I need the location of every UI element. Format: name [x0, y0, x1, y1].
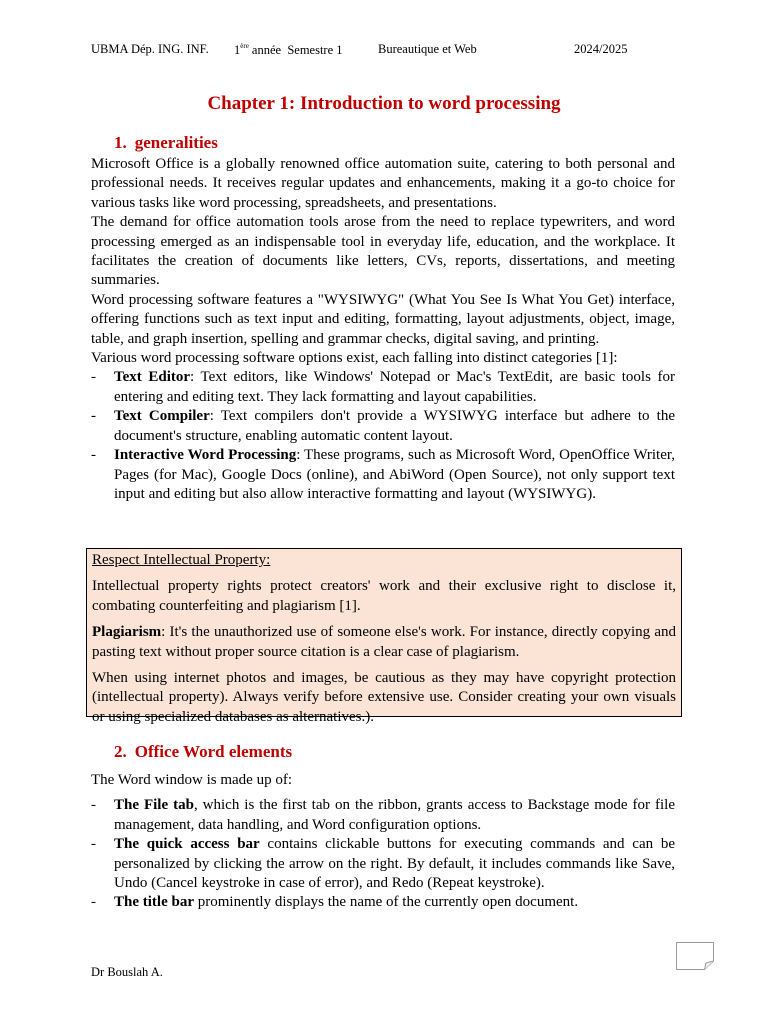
- intellectual-property-note: [86, 548, 682, 725]
- list-item-term: Text Editor: [114, 369, 191, 386]
- header-year-rest: année Semestre 1: [248, 43, 343, 57]
- list-item-term: The File tab: [114, 797, 194, 814]
- word-elements-list: [91, 796, 675, 912]
- section-heading-generalities: [114, 133, 218, 153]
- list-item-text: : These programs, such as Microsoft Word, OpenOffice Writer, Pages (for Mac), Google Docs (online), and AbiWord (Open Source), not only support text input and editing but also allow interactive formatting and layout (WYSIWYG).: [114, 447, 676, 502]
- list-item: [91, 407, 675, 446]
- list-item: [91, 368, 675, 407]
- note-paragraph: Intellectual property rights protect creators' work and their exclusive right to disclose it, combating counterfeiting and plagiarism [1].: [92, 578, 676, 614]
- page-header: [91, 42, 691, 60]
- section-heading-word-elements: [114, 742, 292, 762]
- list-item-term: The title bar: [114, 894, 194, 911]
- bullet-dash: -: [91, 408, 96, 425]
- paragraph: Various word processing software options exist, each falling into distinct categories [1]:: [91, 350, 618, 367]
- list-item-text: prominently displays the name of the currently open document.: [194, 894, 579, 911]
- section-generalities-body: [91, 155, 675, 504]
- header-institution: UBMA Dép. ING. INF.: [91, 42, 209, 56]
- list-item-term: Interactive Word Processing: [114, 447, 297, 464]
- header-year-semester: [234, 42, 343, 58]
- list-item-text: : Text editors, like Windows' Notepad or Mac's TextEdit, are basic tools for entering and editing text. They lack formatting and layout capabilities.: [114, 369, 676, 405]
- header-course: Bureautique et Web: [378, 42, 477, 56]
- list-item: [91, 835, 675, 893]
- section-intro: The Word window is made up of:: [91, 772, 292, 788]
- plagiarism-text: : It's the unauthorized use of someone else's work. For instance, directly copying and pasting text without proper source citation is a clear case of plagiarism.: [92, 624, 676, 660]
- section-title: Office Word elements: [134, 742, 293, 761]
- list-item-term: The quick access bar: [114, 836, 260, 853]
- bullet-dash: -: [91, 447, 96, 464]
- paragraph: The demand for office automation tools arose from the need to replace typewriters, and word processing emerged as an indispensable tool in everyday life, education, and the workplace. It facilitates the creation of documents like letters, CVs, reports, dissertations, and meeting summaries.: [91, 214, 675, 289]
- section-number: 2.: [114, 742, 127, 761]
- bullet-dash: -: [91, 797, 96, 814]
- list-item-text: contains clickable buttons for executing commands and can be personalized by clicking the arrow on the right. By default, it includes commands like Save, Undo (Cancel keystroke in case of error), and Redo (Repeat keystroke).: [114, 836, 675, 892]
- chapter-title: Chapter 1: Introduction to word processing: [207, 93, 561, 114]
- software-categories-list: [91, 368, 675, 504]
- section-number: 1.: [114, 133, 127, 152]
- note-paragraph-plagiarism: [92, 623, 676, 662]
- list-item: [91, 796, 675, 835]
- note-paragraph: When using internet photos and images, be cautious as they may have copyright protection (intellectual property). Always verify before extensive use. Consider creating your own visuals or using specialized databases as alternatives.).: [92, 670, 676, 725]
- list-item-term: Text Compiler: [114, 408, 210, 425]
- folded-page-icon: [676, 942, 714, 970]
- header-year-suffix: ère: [240, 42, 249, 50]
- list-item: [91, 893, 675, 912]
- bullet-dash: -: [91, 894, 96, 911]
- note-title: Respect Intellectual Property:: [92, 552, 271, 568]
- header-year-number: 1: [234, 43, 241, 57]
- paragraph: Word processing software features a "WYSIWYG" (What You See Is What You Get) interface, offering functions such as text input and editing, formatting, layout adjustments, object, image, table, and graph insertion, spelling and grammar checks, digital saving, and printing.: [91, 291, 675, 347]
- plagiarism-term: Plagiarism: [92, 624, 162, 641]
- list-item-text: : Text compilers don't provide a WYSIWYG interface but adhere to the document's structure, enabling automatic content layout.: [114, 408, 675, 444]
- section-word-elements-body: [91, 771, 675, 913]
- bullet-dash: -: [91, 369, 96, 386]
- list-item: [91, 446, 675, 504]
- bullet-dash: -: [91, 836, 96, 853]
- page-footer: Dr Bouslah A.: [91, 965, 163, 979]
- header-academic-year: 2024/2025: [574, 42, 628, 56]
- paragraph: Microsoft Office is a globally renowned office automation suite, catering to both personal and professional needs. It receives regular updates and enhancements, making it a go-to choice for various tasks like word processing, spreadsheets, and presentations.: [91, 156, 675, 211]
- section-title: generalities: [134, 133, 218, 152]
- list-item-text: , which is the first tab on the ribbon, grants access to Backstage mode for file management, data handling, and Word configuration options.: [114, 797, 675, 833]
